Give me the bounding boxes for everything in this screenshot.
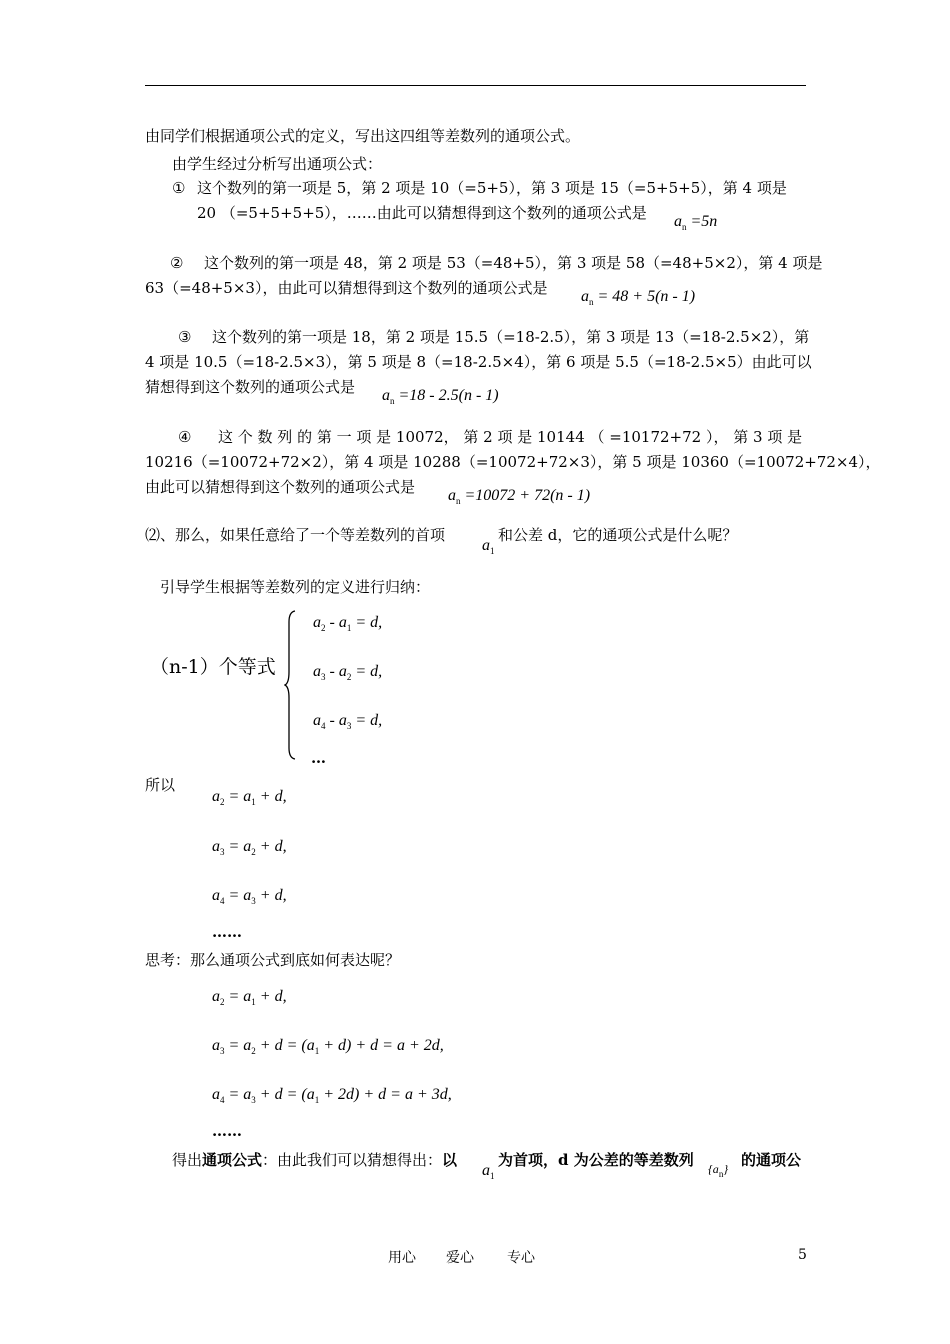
- think-eq-1: $a_2 = a_1 + d$,: [212, 988, 287, 1007]
- so-eq-3: $a_4 = a_3 + d$,: [212, 887, 287, 906]
- system-eq-2: $a_3 - a_2 = d$,: [313, 663, 383, 682]
- conclusion-middle: ：由此我们可以猜想得出：: [262, 1151, 443, 1169]
- item2-line-2: 63（=48+5×3），由此可以猜想得到这个数列的通项公式是: [145, 279, 548, 297]
- item4-formula-rhs: =10072 + 72(n - 1): [464, 487, 591, 504]
- page-number: 5: [798, 1247, 807, 1263]
- item2-line-1: 这个数列的第一项是 48，第 2 项是 53（=48+5），第 3 项是 58（=48+5×2），第 4 项是: [204, 254, 823, 272]
- header-rule: [145, 85, 806, 86]
- question2-before: ⑵、那么，如果任意给了一个等差数列的首项: [145, 526, 446, 544]
- think-label: 思考：那么通项公式到底如何表达呢？: [145, 951, 401, 969]
- item1-line-1: 这个数列的第一项是 5，第 2 项是 10（=5+5），第 3 项是 15（=5+5+5），第 4 项是: [197, 179, 787, 197]
- question2-after: 和公差 d，它的通项公式是什么呢？: [498, 526, 738, 544]
- intro-line-1: 由同学们根据通项公式的定义，写出这四组等差数列的通项公式。: [145, 127, 581, 145]
- guide-text: 引导学生根据等差数列的定义进行归纳：: [160, 578, 431, 596]
- so-label: 所以: [145, 776, 176, 794]
- item3-marker: ③: [178, 328, 192, 346]
- item2-formula-rhs: = 48 + 5(n - 1): [597, 288, 696, 305]
- footer-text-3: 专心: [507, 1250, 535, 1266]
- item3-line-3: 猜想得到这个数列的通项公式是: [145, 378, 356, 396]
- item4-line-2: 10216（=10072+72×2），第 4 项是 10288（=10072+72×3），第 5 项是 10360（=10072+72×4），: [145, 453, 881, 471]
- think-eq-2: $a_3 = a_2 + d = (a_1 + d) + d = a + 2d$,: [212, 1037, 444, 1056]
- item1-line-2: 20 （=5+5+5+5），……由此可以猜想得到这个数列的通项公式是: [197, 204, 647, 222]
- footer-text-1: 用心: [388, 1250, 416, 1266]
- item3-line-2: 4 项是 10.5（=18-2.5×3），第 5 项是 8（=18-2.5×4），第 6 项是 5.5（=18-2.5×5）由此可以: [145, 353, 812, 371]
- conclusion-bold-4: 的通项公: [741, 1151, 802, 1169]
- conclusion-term: 通项公式: [202, 1151, 263, 1169]
- item4-formula: $a_n =10072 + 72(n - 1)$: [448, 487, 591, 506]
- item2-formula: $a_n = 48 + 5(n - 1)$: [581, 288, 696, 307]
- conclusion-line: [172, 1150, 457, 1170]
- item4-line-3: 由此可以猜想得到这个数列的通项公式是: [145, 478, 416, 496]
- system-ellipsis: …: [311, 749, 326, 767]
- conclusion-a1: $a_1$: [482, 1162, 495, 1181]
- item1-marker: ①: [172, 179, 186, 197]
- system-eq-3: $a_4 - a_3 = d$,: [313, 712, 383, 731]
- item4-line-1: 这 个 数 列 的 第 一 项 是 10072， 第 2 项 是 10144 （ =10172+72 ）， 第 3 项 是: [218, 428, 803, 446]
- system-eq-1: $a_2 - a_1 = d$,: [313, 614, 383, 633]
- conclusion-bold-3: 为首项，d 为公差的等差数列: [498, 1151, 694, 1169]
- intro-line-2: 由学生经过分析写出通项公式：: [172, 155, 383, 173]
- question2-a1: $a_1$: [482, 537, 495, 556]
- item1-formula: $a_n =5n$: [674, 213, 718, 232]
- left-brace-icon: [284, 610, 296, 760]
- item1-formula-rhs: =5n: [690, 213, 718, 230]
- so-eq-2: $a_3 = a_2 + d$,: [212, 838, 287, 857]
- item3-line-1: 这个数列的第一项是 18，第 2 项是 15.5（=18-2.5），第 3 项是 13（=18-2.5×2），第: [212, 328, 810, 346]
- so-ellipsis: ……: [212, 923, 242, 941]
- footer-text-2: 爱心: [446, 1250, 474, 1266]
- item2-marker: ②: [170, 254, 184, 272]
- conclusion-prefix: 得出: [172, 1151, 203, 1169]
- think-eq-3: $a_4 = a_3 + d = (a_1 + 2d) + d = a + 3d$,: [212, 1086, 452, 1105]
- so-eq-1: $a_2 = a_1 + d$,: [212, 788, 287, 807]
- conclusion-an-set: $\{a_n\}$: [708, 1162, 729, 1179]
- think-ellipsis: ……: [212, 1122, 242, 1140]
- item3-formula: $a_n =18 - 2.5(n - 1)$: [382, 387, 499, 406]
- item3-formula-rhs: =18 - 2.5(n - 1): [398, 387, 499, 404]
- conclusion-bold-2: 以: [442, 1151, 458, 1169]
- item4-marker: ④: [178, 428, 192, 446]
- system-label: （n-1）个等式: [150, 656, 276, 678]
